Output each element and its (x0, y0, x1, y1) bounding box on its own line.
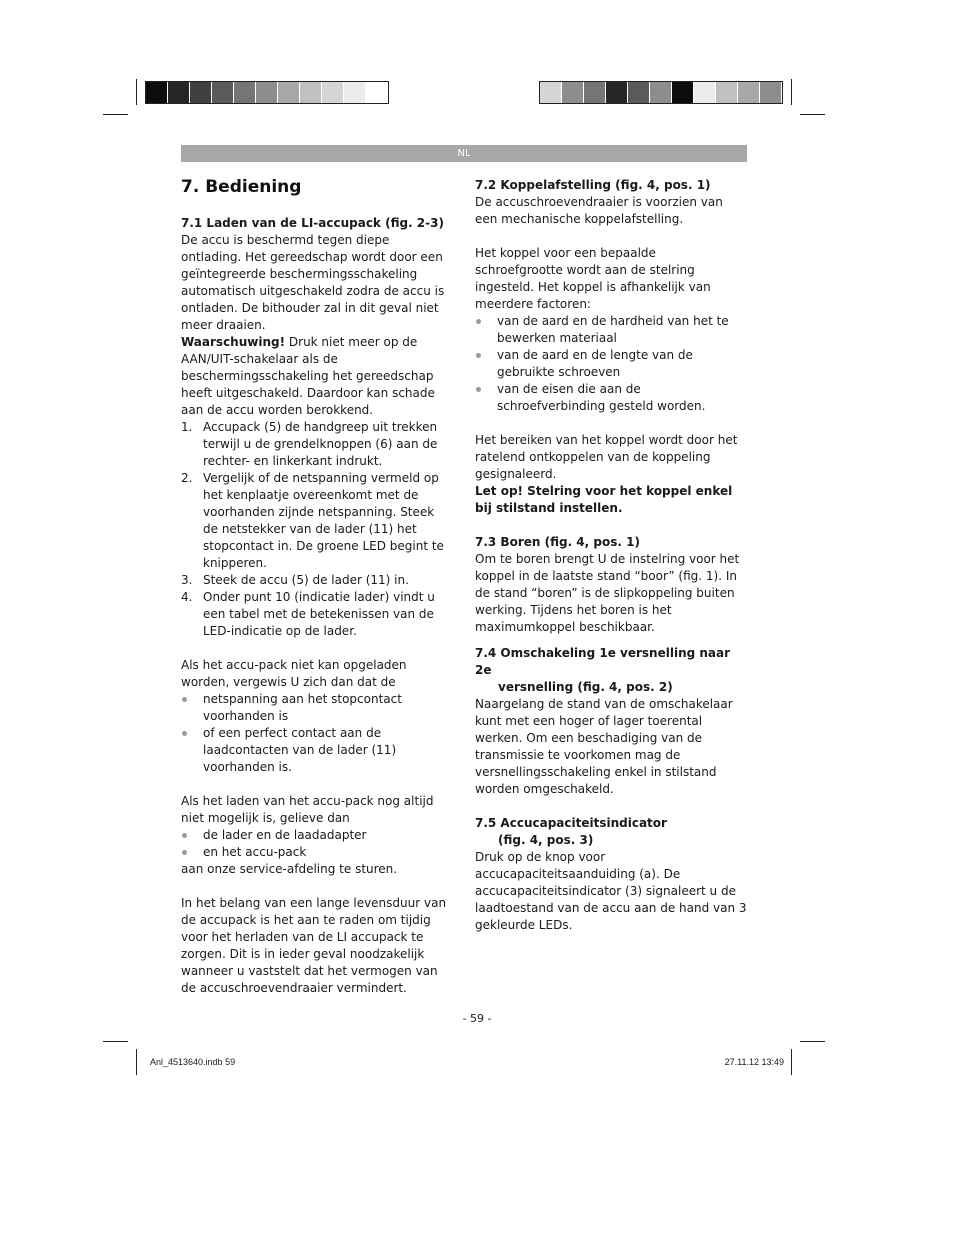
bullet-list (475, 313, 747, 415)
color-swatch (716, 82, 738, 103)
color-swatch (300, 82, 322, 103)
list-item-text: Onder punt 10 (indicatie lader) vindt u een tabel met de betekenissen van de LED-indicatie op de lader. (203, 590, 435, 638)
list-item (181, 470, 453, 572)
heading-line: versnelling (fig. 4, pos. 2) (498, 680, 673, 694)
color-swatch (322, 82, 344, 103)
color-swatch (146, 82, 168, 103)
crop-mark (791, 1049, 792, 1075)
color-swatch (366, 82, 388, 103)
crop-mark (103, 1041, 128, 1042)
language-bar (181, 145, 747, 162)
subsection-heading-7-4 (475, 645, 747, 696)
warning-paragraph (181, 334, 453, 419)
color-swatch (650, 82, 672, 103)
list-item-text: Vergelijk of de netspanning vermeld op het kenplaatje overeenkomt met de voorhanden zijnde netspanning. Steek de netstekker van de lader (11) het stopcontact in. De groene LED begint te knipperen. (203, 471, 444, 570)
right-column (475, 177, 747, 934)
color-swatch (628, 82, 650, 103)
bullet-item: van de aard en de hardheid van het te bewerken materiaal (475, 313, 747, 347)
crop-mark (800, 1041, 825, 1042)
crop-mark (136, 1049, 137, 1075)
list-item-text: Steek de accu (5) de lader (11) in. (203, 573, 409, 587)
list-number: 3. (181, 573, 193, 587)
footer-timestamp: 27.11.12 13:49 (724, 1057, 784, 1067)
color-swatch (562, 82, 584, 103)
crop-mark (791, 79, 792, 105)
color-swatch (738, 82, 760, 103)
crop-mark (136, 79, 137, 105)
color-swatch (760, 82, 782, 103)
bullet-item: de lader en de laadadapter (181, 827, 453, 844)
color-swatch (190, 82, 212, 103)
list-item (181, 589, 453, 640)
footer-filename: Anl_4513640.indb 59 (150, 1057, 236, 1067)
bullet-item: netspanning aan het stopcontact voorhanden is (181, 691, 453, 725)
bullet-item: of een perfect contact aan de laadcontacten van de lader (11) voorhanden is. (181, 725, 453, 776)
paragraph: aan onze service-afdeling te sturen. (181, 862, 398, 876)
paragraph: Om te boren brengt U de instelring voor het koppel in de laatste stand “boor” (fig. 1). In de stand “boren” is de slipkoppeling buiten werking. Tijdens het boren is het maximumkoppel beschikbaar. (475, 552, 740, 634)
section-title: 7. Bediening (181, 177, 302, 197)
paragraph: Als het laden van het accu-pack nog altijd niet mogelijk is, gelieve dan (181, 794, 434, 825)
color-swatch (168, 82, 190, 103)
paragraph: In het belang van een lange levensduur van de accupack is het aan te raden om tijdig voor het herladen van de LI accupack te zorgen. Dit is in ieder geval noodzakelijk wanneer u vaststelt dat het vermogen van de accuschroevendraaier vermindert. (181, 896, 447, 995)
language-label: NL (457, 148, 471, 159)
color-swatch (256, 82, 278, 103)
color-calibration-strip-left (145, 81, 389, 104)
warning-paragraph (475, 483, 747, 517)
list-item (181, 419, 453, 470)
paragraph: De accu is beschermd tegen diepe ontlading. Het gereedschap wordt door een geïntegreerde beschermingsschakeling automatisch uitgeschakeld zodra de accu is ontladen. De bithouder zal in dit geval niet meer draaien. (181, 233, 445, 332)
color-swatch (584, 82, 606, 103)
color-swatch (672, 82, 694, 103)
color-swatch (606, 82, 628, 103)
subsection-heading-7-2: 7.2 Koppelafstelling (fig. 4, pos. 1) (475, 178, 711, 192)
warning-text: Druk niet meer op de AAN/UIT-schakelaar als de beschermingsschakeling het gereedschap heeft uitgeschakeld. Daardoor kan schade aan de accu worden berokkend. (181, 335, 435, 417)
heading-line: 7.5 Accucapaciteitsindicator (475, 816, 667, 830)
subsection-heading-7-3: 7.3 Boren (fig. 4, pos. 1) (475, 535, 640, 549)
left-column (181, 176, 453, 997)
color-swatch (212, 82, 234, 103)
crop-mark (103, 114, 128, 115)
paragraph: Druk op de knop voor accucapaciteitsaanduiding (a). De accucapaciteitsindicator (3) signaleert u de laadtoestand van de accu aan de hand van 3 gekleurde LEDs. (475, 850, 747, 932)
warning-text: Let op! Stelring voor het koppel enkel bij stilstand instellen. (475, 484, 733, 515)
color-swatch (278, 82, 300, 103)
paragraph: Het bereiken van het koppel wordt door het ratelend ontkoppelen van de koppeling gesignaleerd. (475, 433, 738, 481)
paragraph: Het koppel voor een bepaalde schroefgrootte wordt aan de stelring ingesteld. Het koppel is afhankelijk van meerdere factoren: (475, 246, 711, 311)
paragraph: Als het accu-pack niet kan opgeladen worden, vergewis U zich dan dat de (181, 658, 407, 689)
subsection-heading-7-1: 7.1 Laden van de LI-accupack (fig. 2-3) (181, 216, 444, 230)
crop-mark (800, 114, 825, 115)
list-number: 4. (181, 590, 193, 604)
bullet-list (181, 691, 453, 776)
subsection-heading-7-5 (475, 815, 747, 849)
steps-list (181, 419, 453, 640)
list-number: 1. (181, 420, 193, 434)
paragraph: De accuschroevendraaier is voorzien van een mechanische koppelafstelling. (475, 195, 723, 226)
color-swatch (234, 82, 256, 103)
list-item (181, 572, 453, 589)
color-swatch (694, 82, 716, 103)
list-item-text: Accupack (5) de handgreep uit trekken terwijl u de grendelknoppen (6) aan de rechter- en linkerkant indrukt. (203, 420, 438, 468)
heading-line: (fig. 4, pos. 3) (498, 833, 594, 847)
color-swatch (344, 82, 366, 103)
heading-line: 7.4 Omschakeling 1e versnelling naar 2e (475, 646, 731, 677)
list-number: 2. (181, 471, 193, 485)
bullet-list (181, 827, 453, 861)
page-number: - 59 - (462, 1012, 492, 1025)
bullet-item: van de eisen die aan de schroefverbinding gesteld worden. (475, 381, 747, 415)
warning-label: Waarschuwing! (181, 335, 286, 349)
bullet-item: en het accu-pack (181, 844, 453, 861)
paragraph: Naargelang de stand van de omschakelaar kunt met een hoger of lager toerental werken. Om een beschadiging van de transmissie te voorkomen mag de versnellingsschakeling enkel in stilstand worden omgeschakeld. (475, 697, 733, 796)
color-calibration-strip-right (539, 81, 783, 104)
color-swatch (540, 82, 562, 103)
bullet-item: van de aard en de lengte van de gebruikte schroeven (475, 347, 747, 381)
